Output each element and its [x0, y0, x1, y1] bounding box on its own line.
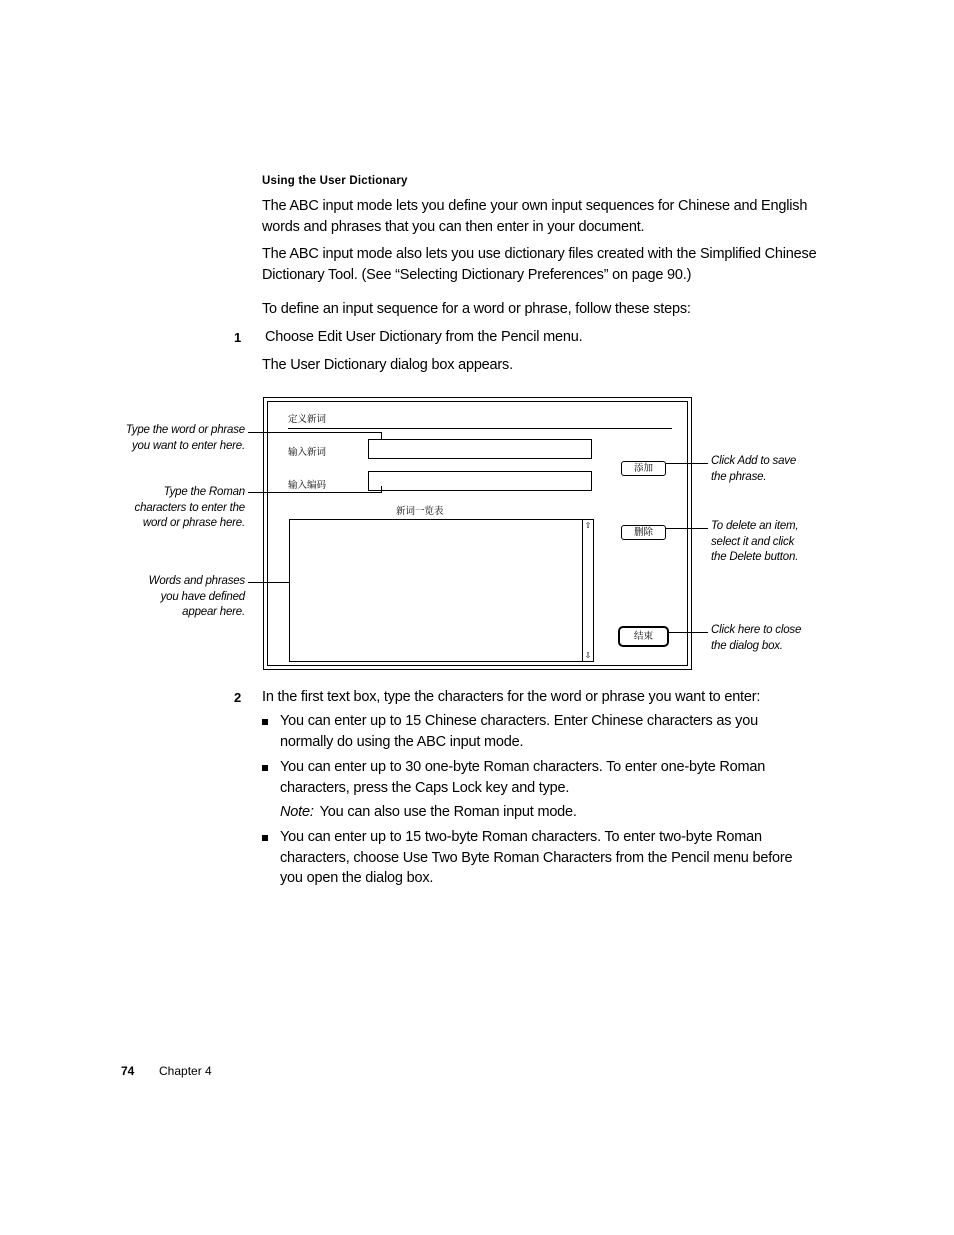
- callout-line-text: Click Add to save: [711, 455, 797, 467]
- step-1-text: Choose Edit User Dictionary from the Pencil menu.: [265, 329, 583, 345]
- dialog-frame: [267, 401, 688, 666]
- leader-line: [248, 432, 382, 433]
- callout-line-text: you have defined: [160, 590, 245, 603]
- callout-line-text: Type the Roman: [163, 486, 245, 498]
- scroll-up-arrow-icon[interactable]: ⇧: [584, 521, 592, 530]
- leader-line: [248, 582, 290, 583]
- delete-button[interactable]: 删除: [621, 525, 666, 540]
- leader-line: [666, 528, 708, 529]
- callout-line-text: the Delete button.: [711, 551, 799, 563]
- bullet-square-icon: [262, 765, 268, 771]
- callout-word-list: [90, 574, 245, 621]
- callout-line-text: the phrase.: [711, 470, 767, 483]
- leader-line: [668, 632, 708, 633]
- chapter-label: Chapter 4: [159, 1064, 212, 1078]
- code-field-label: 输入编码: [288, 480, 327, 491]
- bullet-text: You can enter up to 30 one-byte Roman characters. To enter one-byte Roman characters, press the Caps Lock key and type.: [280, 759, 766, 796]
- note-label: Note:: [280, 804, 314, 820]
- callout-line-text: the dialog box.: [711, 639, 783, 652]
- intro-paragraph-1: The ABC input mode lets you define your own input sequences for Chinese and English words and phrases that you can then enter in your document.: [262, 198, 808, 235]
- callout-add-button: [711, 454, 841, 485]
- leader-line: [381, 432, 382, 439]
- callout-word-field: [90, 423, 245, 454]
- bullet-text: You can enter up to 15 two-byte Roman characters. To enter two-byte Roman characters, choose Use Two Byte Roman Characters from the Pencil menu before you open the dialog box.: [280, 829, 793, 886]
- note-text: You can also use the Roman input mode.: [319, 804, 577, 820]
- step-1-followup: The User Dictionary dialog box appears.: [262, 357, 513, 373]
- callout-line-text: characters to enter the: [134, 501, 245, 514]
- title-divider: [288, 428, 672, 429]
- section-heading: Using the User Dictionary: [262, 175, 408, 187]
- step-1-number: 1: [234, 330, 242, 345]
- callout-line-text: Click here to close: [711, 624, 802, 636]
- callout-line-text: select it and click: [711, 535, 795, 548]
- callout-line-text: you want to enter here.: [131, 439, 245, 452]
- add-button[interactable]: 添加: [621, 461, 666, 476]
- word-field-label: 输入新词: [288, 447, 327, 458]
- dialog-title: 定义新词: [288, 414, 327, 425]
- page-number: 74: [121, 1064, 135, 1078]
- step-2-text: In the first text box, type the characters for the word or phrase you want to enter:: [262, 689, 761, 705]
- note: [280, 802, 810, 823]
- step-2-number: 2: [234, 690, 242, 705]
- bullet-text: You can enter up to 15 Chinese characters. Enter Chinese characters as you normally do using the ABC input mode.: [280, 713, 758, 750]
- intro-paragraph-3: To define an input sequence for a word or phrase, follow these steps:: [262, 301, 691, 317]
- word-list-scrollbar[interactable]: [582, 520, 593, 661]
- callout-line-text: To delete an item,: [711, 520, 799, 532]
- leader-line: [248, 492, 382, 493]
- bullet-square-icon: [262, 719, 268, 725]
- leader-line: [666, 463, 708, 464]
- close-button[interactable]: 结束: [618, 626, 669, 647]
- leader-line: [381, 486, 382, 493]
- callout-close-button: [711, 623, 841, 654]
- scroll-down-arrow-icon[interactable]: ⇩: [584, 651, 592, 660]
- callout-code-field: [90, 485, 245, 532]
- intro-paragraph-2: The ABC input mode also lets you use dictionary files created with the Simplified Chinese Dictionary Tool. (See “Selecting Dictionary Preferences” on page 90.): [262, 246, 817, 283]
- user-dictionary-dialog: [263, 397, 692, 670]
- callout-line-text: word or phrase here.: [142, 517, 245, 529]
- callout-line-text: appear here.: [182, 606, 245, 618]
- word-input[interactable]: [368, 439, 592, 459]
- bullet-square-icon: [262, 835, 268, 841]
- code-input[interactable]: [368, 471, 592, 491]
- callout-line-text: Words and phrases: [148, 575, 245, 587]
- word-list[interactable]: [289, 519, 594, 662]
- callout-line-text: Type the word or phrase: [125, 424, 245, 436]
- word-list-label: 新词一览表: [396, 506, 444, 517]
- callout-delete-button: [711, 519, 841, 566]
